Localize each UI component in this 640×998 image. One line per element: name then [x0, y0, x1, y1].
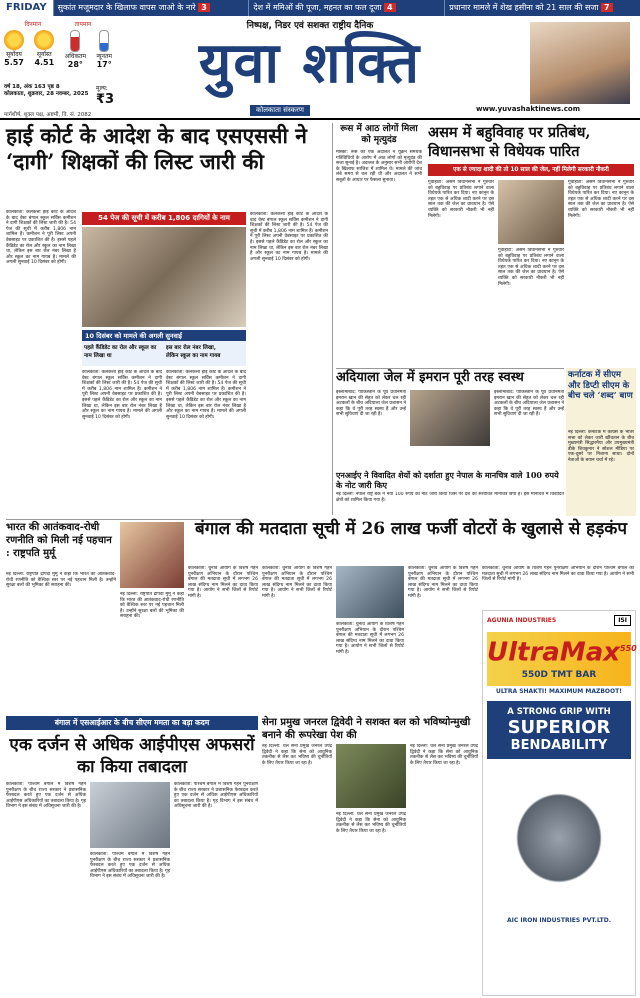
ultramax-ad[interactable] — [482, 610, 636, 996]
sun-icon — [4, 30, 24, 50]
russia-body: मॉस्को: रूस की एक अदालत ने यूक्रेन समर्थक गतिविधियों के आरोप में आठ लोगों को मृत्युदंड की सजा सुनाई है। अदालत के अनुसार सभी आरोपी देश के खिलाफ साजिश में शामिल थे। मामले की जांच लंबे समय से चल रही थी और अदालत ने सभी सबूतों के आधार पर फैसला सुनाया। — [336, 150, 422, 183]
russia-headline[interactable]: रूस में आठ लोगों मिला को मृत्युदंड — [340, 124, 418, 145]
min-temp-block: न्यूनतम 17° — [96, 30, 112, 69]
imran-photo — [410, 390, 490, 446]
ticker-day: FRIDAY — [0, 0, 53, 16]
assam-redbar: एक से ज्यादा शादी की तो 10 साल की जेल, नहीं मिलेगी सरकारी नौकरी — [428, 164, 634, 176]
column-rule — [332, 123, 333, 515]
top-ticker — [0, 0, 640, 16]
army-body-col2: नई दिल्ली: थल सेना प्रमुख जनरल उपेंद्र द्विवेदी ने कहा कि सेना को आधुनिक तकनीक से लैस कर भविष्य की चुनौतियों के लिए तैयार किया जा रहा है। — [336, 812, 406, 834]
ad-product-banner: UltraMax$^{550}$ 550D TMT BAR — [487, 632, 631, 686]
ticker-item[interactable]: सुकांत मजूमदार के खिलाफ वापस जाओ के नारे 3 — [53, 0, 249, 16]
lead-redbar: 54 पेज की सूची में करीब 1,806 दागियों के नाम — [82, 212, 246, 225]
issue-date-hindu: मार्गशीर्ष, शुक्ल पक्ष, अष्टमी, वि. सं. 2082 — [4, 112, 92, 118]
imran-headline[interactable]: अदियाला जेल में इमरान पूरी तरह स्वस्थ — [336, 370, 524, 385]
section-rule — [336, 368, 564, 369]
nia-body: नई दिल्ली: नेपाल राष्ट्र बैंक ने नया 100 रुपये का नोट जारी किया जिस पर देश का संशोधित मानचित्र छपा है। इस मानचित्र में विवादित क्षेत्रों को शामिल किया गया है। — [336, 492, 564, 503]
ad-tagline: A STRONG GRIP WITH SUPERIOR BENDABILITY — [487, 701, 631, 759]
karnataka-body: नई दिल्ली: कर्नाटक में कांग्रेस के भीतर सत्ता को लेकर जारी खींचतान के बीच मुख्यमंत्री सिद्धारमैया और उपमुख्यमंत्री डीके शिवकुमार ने सोशल मीडिया पर एक-दूसरे पर निशाना साधा। दोनों नेताओं के बयान चर्चा में रहे। — [568, 430, 634, 463]
thermometer-icon — [99, 30, 109, 52]
lead-body-col3: कोलकाता: कलकत्ता हाई कोर्ट के आदेश के बाद वेस्ट बंगाल स्कूल सर्विस कमीशन ने दागी शिक्षकों की लिस्ट जारी की है। 54 पेज की सूची में करीब 1,806 नाम शामिल हैं। कमीशन ने पूरी लिस्ट अपनी वेबसाइट पर प्रकाशित की है। इससे पहले कैंडिडेट का रोल और स्कूल का नाम लिखा था, लेकिन इस बार रोल नंबर लिखा है और स्कूल का नाम गायब है। मामले की अगली सुनवाई 10 दिसंबर को होगी। — [166, 370, 246, 420]
lead-caption: 10 दिसंबर को मामले की अगली सुनवाई पहले कैंडिडेट का रोल और स्कूल का नाम लिखा था इस बार रोल नंबर लिखा, लेकिन स्कूल का नाम गायब — [82, 330, 246, 366]
price-block: मूल्य: ₹3 — [96, 85, 115, 107]
voters-body-col5: कोलकाता: चुनाव आयोग के विशेष गहन पुनरीक्षण अभियान के दौरान पश्चिम बंगाल की मतदाता सूची में लगभग 26 लाख संदिग्ध नाम मिलने का दावा किया गया है। आयोग ने सभी जिलों से रिपोर्ट मांगी है। — [482, 566, 634, 583]
weather-title: तापमान — [74, 21, 92, 28]
weather-panel — [4, 30, 112, 69]
imran-body-col3: इस्लामाबाद: पाकिस्तान के पूर्व प्रधानमंत्री इमरान खान की सेहत को लेकर चल रही अटकलों के बीच अदियाला जेल प्रशासन ने कहा कि वे पूरी तरह स्वस्थ हैं और उन्हें सभी सुविधाएं दी जा रही हैं। — [494, 390, 564, 418]
tmt-bar-image — [487, 763, 631, 913]
sunset-block: सूर्यास्त 4.51 — [34, 30, 54, 69]
sunset-icon — [34, 30, 54, 50]
weather-titles — [8, 20, 108, 28]
ticker-item[interactable]: देश में ममिओं की पूजा, महनत का फल दूजा 4 — [248, 0, 444, 16]
president-body-col2: नई दिल्ली: राष्ट्रपति द्रौपदी मुर्मू ने कहा कि भारत की आतंकवाद-रोधी रणनीति को वैश्विक स्तर पर नई पहचान मिली है। उन्होंने सुरक्षा बलों की भूमिका की सराहना की। — [120, 592, 184, 620]
army-body-col1: नई दिल्ली: थल सेना प्रमुख जनरल उपेंद्र द्विवेदी ने कहा कि सेना को आधुनिक तकनीक से लैस कर भविष्य की चुनौतियों के लिए तैयार किया जा रहा है। — [262, 744, 332, 766]
isi-badge: ISI — [614, 615, 631, 626]
army-headline[interactable]: सेना प्रमुख जनरल द्विवेदी ने सशक्त बल को भविष्योन्मुखी बनाने की रूपरेखा पेश की — [262, 717, 471, 741]
ticker-item[interactable]: प्रधानार मामले में शेख हसीना को 21 साल की सजा 7 — [444, 0, 640, 16]
lead-body-col1: कोलकाता: कलकत्ता हाई कोर्ट के आदेश के बाद वेस्ट बंगाल स्कूल सर्विस कमीशन ने दागी शिक्षकों की लिस्ट जारी की है। 54 पेज की सूची में करीब 1,806 नाम शामिल हैं। कमीशन ने पूरी लिस्ट अपनी वेबसाइट पर प्रकाशित की है। इससे पहले कैंडिडेट का रोल और स्कूल का नाम लिखा था, लेकिन इस बार रोल नंबर लिखा है और स्कूल का नाम गायब है। मामले की अगली सुनवाई 10 दिसंबर को होगी। — [6, 210, 76, 266]
lead-body-col4: कोलकाता: कलकत्ता हाई कोर्ट के आदेश के बाद वेस्ट बंगाल स्कूल सर्विस कमीशन ने दागी शिक्षकों की लिस्ट जारी की है। 54 पेज की सूची में करीब 1,806 नाम शामिल हैं। कमीशन ने पूरी लिस्ट अपनी वेबसाइट पर प्रकाशित की है। इससे पहले कैंडिडेट का रोल और स्कूल का नाम लिखा था, लेकिन इस बार रोल नंबर लिखा है और स्कूल का नाम गायब है। मामले की अगली सुनवाई 10 दिसंबर को होगी। — [250, 212, 328, 262]
army-body-col3: नई दिल्ली: थल सेना प्रमुख जनरल उपेंद्र द्विवेदी ने कहा कि सेना को आधुनिक तकनीक से लैस कर भविष्य की चुनौतियों के लिए तैयार किया जा रहा है। — [410, 744, 478, 766]
bengal-body-col2: कोलकाता: पश्चिम बंगाल में विशेष गहन पुनरीक्षण के बीच राज्य सरकार ने प्रशासनिक फेरबदल करते हुए एक दर्जन से अधिक आईपीएस अधिकारियों का तबादला किया है। गृह विभाग ने इस संबंध में अधिसूचना जारी की है। — [90, 852, 170, 880]
sunrise-block: सूर्योदय 5.57 — [4, 30, 24, 69]
president-headline[interactable]: भारत की आतंकवाद-रोधी रणनीति को मिली नई पहचान : राष्ट्रपति मुर्मू — [6, 522, 112, 559]
masthead — [150, 18, 470, 95]
voters-headline[interactable]: बंगाल की मतदाता सूची में 26 लाख फर्जी वोटरों के खुलासे से हड़कंप — [194, 519, 628, 539]
voters-body-col2: कोलकाता: चुनाव आयोग के विशेष गहन पुनरीक्षण अभियान के दौरान पश्चिम बंगाल की मतदाता सूची में लगभग 26 लाख संदिग्ध नाम मिलने का दावा किया गया है। आयोग ने सभी जिलों से रिपोर्ट मांगी है। — [262, 566, 332, 599]
assam-headline[interactable]: असम में बहुविवाह पर प्रतिबंध, विधानसभा से विधेयक पारित — [428, 124, 591, 160]
voters-body-col4: कोलकाता: चुनाव आयोग के विशेष गहन पुनरीक्षण अभियान के दौरान पश्चिम बंगाल की मतदाता सूची में लगभग 26 लाख संदिग्ध नाम मिलने का दावा किया गया है। आयोग ने सभी जिलों से रिपोर्ट मांगी है। — [408, 566, 478, 599]
lead-headline[interactable]: हाई कोर्ट के आदेश के बाद एसएससी ने ‘दागी’ शिक्षकों की लिस्ट जारी की — [6, 123, 307, 174]
masthead-footer — [250, 105, 580, 116]
nia-headline[interactable]: एनआईए ने विवादित शेयों को दर्शाता हुए नेपाल के मानचित्र वाले 100 रुपये के नोट जारी किए — [336, 470, 559, 490]
imran-body-col1: इस्लामाबाद: पाकिस्तान के पूर्व प्रधानमंत्री इमरान खान की सेहत को लेकर चल रही अटकलों के बीच अदियाला जेल प्रशासन ने कहा कि वे पूरी तरह स्वस्थ हैं और उन्हें सभी सुविधाएं दी जा रही हैं। — [336, 390, 406, 418]
assam-body-col3: गुवाहाटी: असम विधानसभा ने गुरुवार को बहुविवाह पर प्रतिबंध लगाने वाला विधेयक पारित कर दिया। नए कानून के तहत एक से अधिक शादी करने पर दस साल तक की जेल का प्रावधान है। ऐसे व्यक्ति को सरकारी नौकरी भी नहीं मिलेगी। — [568, 180, 634, 219]
thermometer-icon — [70, 30, 80, 52]
weather-title: दिनमान — [24, 21, 42, 28]
edition-label: कोलकाता संस्करण — [250, 105, 310, 116]
voters-body-col1: कोलकाता: चुनाव आयोग के विशेष गहन पुनरीक्षण अभियान के दौरान पश्चिम बंगाल की मतदाता सूची में लगभग 26 लाख संदिग्ध नाम मिलने का दावा किया गया है। आयोग ने सभी जिलों से रिपोर्ट मांगी है। — [188, 566, 258, 599]
ad-company: AIC IRON INDUSTRIES PVT.LTD. — [507, 917, 611, 924]
masthead-title: युवा शक्ति — [198, 30, 422, 96]
ad-brand: AGUNIA INDUSTRIES — [487, 617, 557, 624]
lead-body-col2: कोलकाता: कलकत्ता हाई कोर्ट के आदेश के बाद वेस्ट बंगाल स्कूल सर्विस कमीशन ने दागी शिक्षकों की लिस्ट जारी की है। 54 पेज की सूची में करीब 1,806 नाम शामिल हैं। कमीशन ने पूरी लिस्ट अपनी वेबसाइट पर प्रकाशित की है। इससे पहले कैंडिडेट का रोल और स्कूल का नाम लिखा था, लेकिन इस बार रोल नंबर लिखा है और स्कूल का नाम गायब है। मामले की अगली सुनवाई 10 दिसंबर को होगी। — [82, 370, 162, 420]
ad-slogan: ULTRA SHAKTI! MAXIMUM MAZBOOT! — [496, 688, 622, 695]
bengal-body-col1: कोलकाता: पश्चिम बंगाल में विशेष गहन पुनरीक्षण के बीच राज्य सरकार ने प्रशासनिक फेरबदल करते हुए एक दर्जन से अधिक आईपीएस अधिकारियों का तबादला किया है। गृह विभाग ने इस संबंध में अधिसूचना जारी की है। — [6, 782, 86, 810]
hasina-photo — [530, 22, 630, 104]
army-chief-photo — [336, 744, 406, 808]
bengal-redbar: बंगाल में एसआईआर के बीच सीएम ममता का बड़ा कदम — [6, 716, 258, 730]
voters-body-col3: कोलकाता: चुनाव आयोग के विशेष गहन पुनरीक्षण अभियान के दौरान पश्चिम बंगाल की मतदाता सूची में लगभग 26 लाख संदिग्ध नाम मिलने का दावा किया गया है। आयोग ने सभी जिलों से रिपोर्ट मांगी है। — [336, 622, 404, 655]
assam-photo — [498, 180, 564, 244]
murmu-photo — [120, 522, 184, 588]
bengal-body-col3: कोलकाता: पश्चिम बंगाल में विशेष गहन पुनरीक्षण के बीच राज्य सरकार ने प्रशासनिक फेरबदल करते हुए एक दर्जन से अधिक आईपीएस अधिकारियों का तबादला किया है। गृह विभाग ने इस संबंध में अधिसूचना जारी की है। — [174, 782, 258, 810]
issue-info: वर्ष 18, अंक 163 पृष्ठ 8 कोलकाता, शुक्रवार, 28 नवम्बर, 2025 — [4, 84, 89, 97]
president-body: नई दिल्ली: राष्ट्रपति द्रौपदी मुर्मू ने कहा कि भारत की आतंकवाद-रोधी रणनीति को वैश्विक स्तर पर नई पहचान मिली है। उन्होंने सुरक्षा बलों की भूमिका की सराहना की। — [6, 572, 116, 589]
website-link[interactable]: www.yuvashaktinews.com — [476, 105, 580, 113]
bengal-building-photo — [90, 782, 170, 848]
karnataka-headline[interactable]: कर्नाटक में सीएम और डिप्टी सीएम के बीच चले ‘शब्द’ बाण — [568, 370, 633, 401]
assam-body-col1: गुवाहाटी: असम विधानसभा ने गुरुवार को बहुविवाह पर प्रतिबंध लगाने वाला विधेयक पारित कर दिया। नए कानून के तहत एक से अधिक शादी करने पर दस साल तक की जेल का प्रावधान है। ऐसे व्यक्ति को सरकारी नौकरी भी नहीं मिलेगी। — [428, 180, 494, 219]
masthead-tagline: निष्पक्ष, निडर एवं सशक्त राष्ट्रीय दैनिक — [246, 21, 374, 31]
bengal-headline[interactable]: एक दर्जन से अधिक आईपीएस अफसरों का किया तबादला — [9, 735, 255, 777]
assam-body-col2: गुवाहाटी: असम विधानसभा ने गुरुवार को बहुविवाह पर प्रतिबंध लगाने वाला विधेयक पारित कर दिया। नए कानून के तहत एक से अधिक शादी करने पर दस साल तक की जेल का प्रावधान है। ऐसे व्यक्ति को सरकारी नौकरी भी नहीं मिलेगी। — [498, 248, 564, 287]
max-temp-block: अधिकतम 28° — [65, 30, 86, 69]
ssc-building-photo — [82, 227, 246, 327]
masthead-divider — [0, 118, 640, 120]
voters-photo — [336, 566, 404, 618]
